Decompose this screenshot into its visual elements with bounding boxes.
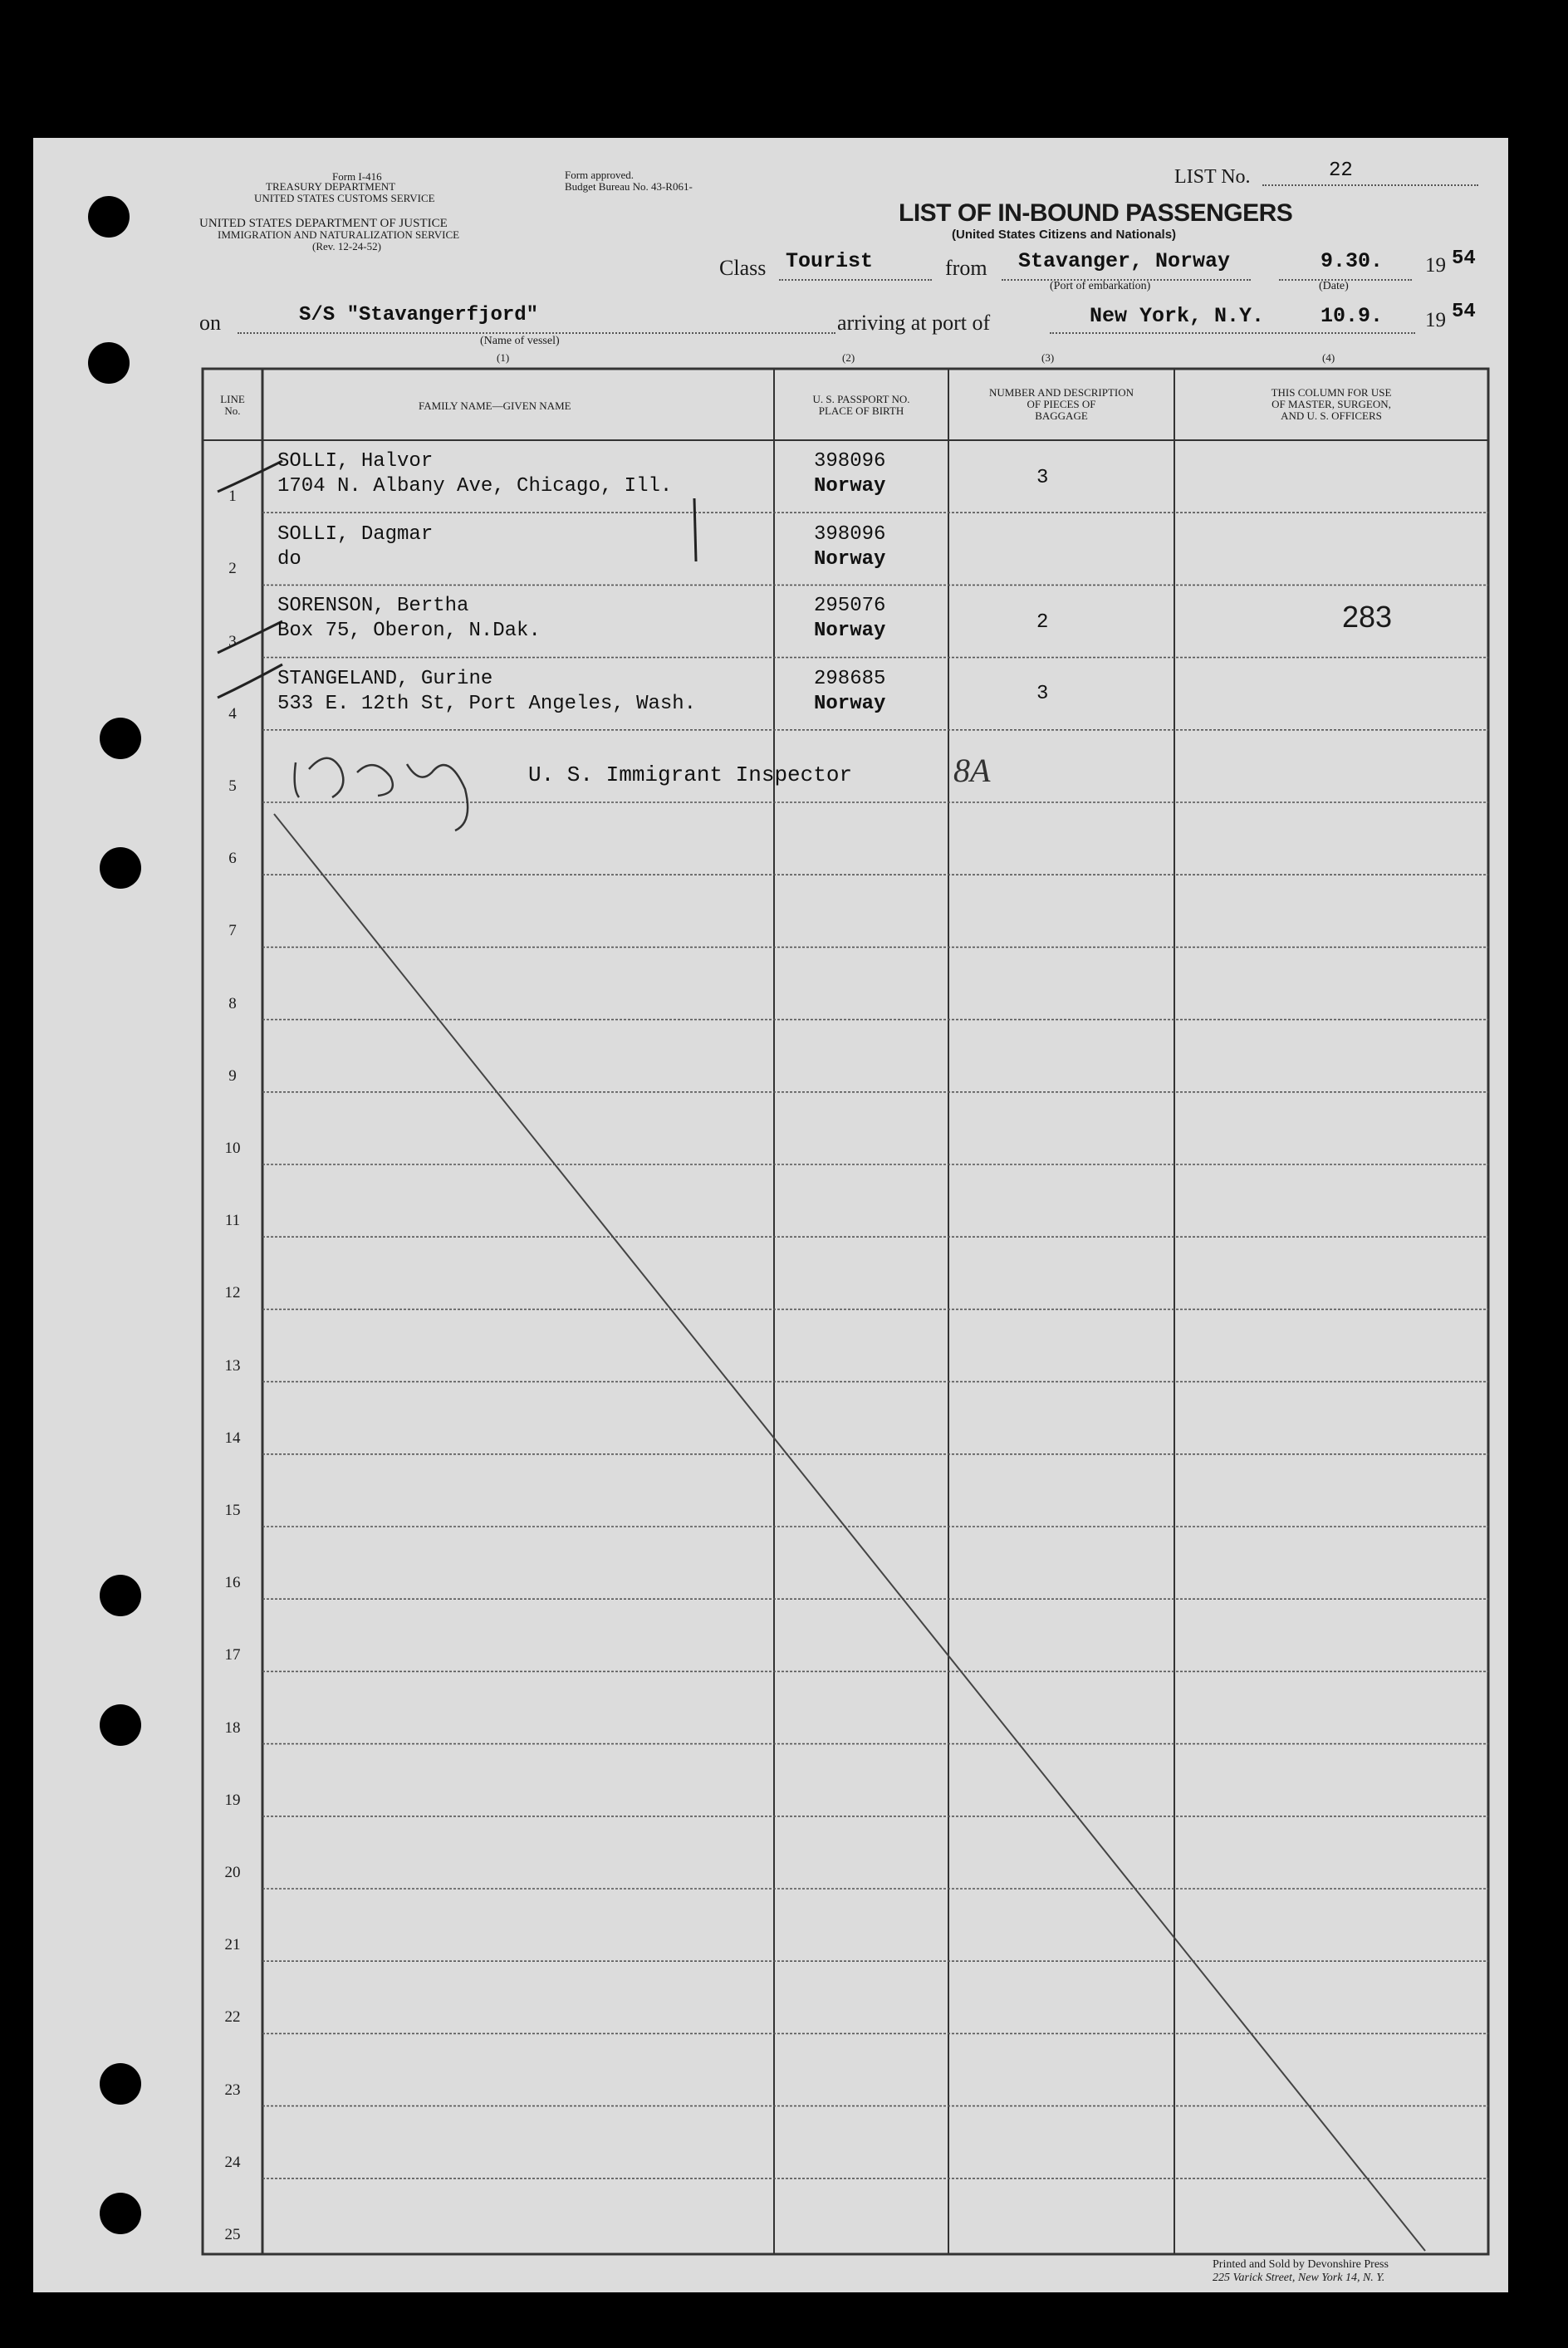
- line-number: 20: [224, 1864, 241, 1881]
- arrival-port: New York, N.Y.: [1090, 304, 1265, 328]
- vessel-name: S/S "Stavangerfjord": [299, 304, 539, 326]
- place-of-birth: Norway: [814, 548, 886, 571]
- binder-hole: [88, 342, 130, 384]
- binder-hole: [100, 1704, 141, 1746]
- line-number: 1: [228, 488, 237, 506]
- list-no-label: LIST No.: [1174, 166, 1251, 188]
- revision-label: (Rev. 12-24-52): [312, 240, 381, 252]
- binder-hole: [100, 1575, 141, 1616]
- passport-number: 398096: [814, 523, 886, 546]
- column-number-4: (4): [1322, 351, 1335, 364]
- line-number: 24: [224, 2153, 241, 2171]
- col-header-line-no: LINE No.: [220, 393, 245, 417]
- passenger-name: SOLLI, Dagmar: [277, 523, 434, 546]
- place-of-birth: Norway: [814, 620, 886, 642]
- line-number: 8: [228, 994, 237, 1012]
- column-number-1: (1): [497, 351, 510, 364]
- line-number: 13: [224, 1356, 241, 1375]
- arrival-year-prefix: 19: [1425, 309, 1446, 331]
- col-header-name: FAMILY NAME—GIVEN NAME: [419, 400, 571, 412]
- passenger-address: 1704 N. Albany Ave, Chicago, Ill.: [277, 475, 673, 498]
- place-of-birth: Norway: [814, 693, 886, 715]
- treasury-label: TREASURY DEPARTMENT: [266, 180, 396, 193]
- budget-bureau: Budget Bureau No. 43-R061-: [565, 180, 693, 193]
- binder-hole: [100, 847, 141, 889]
- port-embarkation-caption: (Port of embarkation): [1050, 280, 1151, 292]
- departure-year-prefix: 19: [1425, 254, 1446, 277]
- line-number: 6: [228, 850, 237, 868]
- baggage-count: 2: [1036, 611, 1049, 634]
- passenger-name: SORENSON, Bertha: [277, 595, 469, 617]
- justice-label: UNITED STATES DEPARTMENT OF JUSTICE: [199, 217, 448, 230]
- departure-date: 9.30.: [1321, 249, 1384, 273]
- arriving-label: arriving at port of: [837, 311, 991, 335]
- passenger-address: do: [277, 548, 301, 571]
- line-number: 21: [224, 1936, 241, 1954]
- from-label: from: [945, 256, 987, 280]
- ins-label: IMMIGRATION AND NATURALIZATION SERVICE: [218, 228, 460, 241]
- baggage-count: 3: [1036, 467, 1049, 489]
- line-number: 23: [224, 2081, 241, 2099]
- form-approved: Form approved.: [565, 169, 635, 181]
- line-number: 15: [224, 1502, 241, 1519]
- passenger-name: STANGELAND, Gurine: [277, 668, 493, 690]
- col-header-officers: THIS COLUMN FOR USE OF MASTER, SURGEON, AND U. S. OFFICERS: [1271, 386, 1392, 422]
- passport-number: 295076: [814, 595, 886, 617]
- col-header-baggage: NUMBER AND DESCRIPTION OF PIECES OF BAGGAGE: [988, 386, 1134, 422]
- arrival-year: 54: [1452, 301, 1476, 323]
- line-number: 9: [228, 1066, 237, 1085]
- line-number: 7: [228, 922, 237, 940]
- line-number: 18: [224, 1718, 241, 1737]
- col-header-passport: U. S. PASSPORT NO. PLACE OF BIRTH: [812, 393, 910, 417]
- inspector-note: 8A: [953, 752, 991, 789]
- line-number: 14: [224, 1429, 241, 1447]
- passport-number: 298685: [814, 668, 886, 690]
- line-number: 3: [228, 632, 237, 650]
- binder-hole: [100, 2193, 141, 2234]
- vessel-caption: (Name of vessel): [480, 335, 560, 347]
- on-label: on: [199, 311, 221, 335]
- list-no-line: [1262, 184, 1478, 186]
- arrival-date: 10.9.: [1321, 304, 1384, 328]
- date-caption: (Date): [1319, 280, 1349, 292]
- from-value: Stavanger, Norway: [1018, 249, 1231, 273]
- line-number: 12: [224, 1284, 241, 1302]
- baggage-count: 3: [1036, 683, 1049, 705]
- page-title: LIST OF IN-BOUND PASSENGERS: [899, 199, 1293, 227]
- class-line: [779, 279, 932, 281]
- line-number: 22: [224, 2008, 241, 2027]
- printer-credit: Printed and Sold by Devonshire Press: [1213, 2258, 1389, 2271]
- passport-number: 398096: [814, 450, 886, 473]
- line-number: 16: [224, 1574, 241, 1592]
- column-number-2: (2): [842, 351, 855, 364]
- vessel-line: [238, 332, 835, 334]
- class-value: Tourist: [786, 249, 874, 273]
- class-label: Class: [719, 256, 767, 280]
- binder-hole: [88, 196, 130, 238]
- form-number: Form I-416: [332, 170, 382, 183]
- passenger-list-form: [33, 138, 1508, 2292]
- line-number: 4: [228, 704, 237, 723]
- page-subtitle: (United States Citizens and Nationals): [952, 228, 1177, 242]
- officer-note: 283: [1342, 600, 1393, 634]
- line-number: 2: [228, 560, 237, 578]
- line-number: 5: [228, 777, 237, 795]
- column-number-3: (3): [1041, 351, 1055, 364]
- line-number: 17: [224, 1646, 241, 1664]
- line-number: 25: [224, 2226, 241, 2243]
- passenger-address: 533 E. 12th St, Port Angeles, Wash.: [277, 693, 697, 715]
- line-number: 11: [224, 1212, 241, 1230]
- place-of-birth: Norway: [814, 475, 886, 498]
- customs-label: UNITED STATES CUSTOMS SERVICE: [254, 192, 435, 204]
- passenger-name: SOLLI, Halvor: [277, 450, 434, 473]
- inspector-title: U. S. Immigrant Inspector: [528, 762, 853, 787]
- departure-year: 54: [1452, 248, 1476, 270]
- binder-hole: [100, 2063, 141, 2105]
- printer-address: 225 Varick Street, New York 14, N. Y.: [1213, 2272, 1385, 2284]
- binder-hole: [100, 718, 141, 759]
- line-number: 10: [224, 1140, 241, 1157]
- passenger-address: Box 75, Oberon, N.Dak.: [277, 620, 541, 642]
- arrival-line: [1050, 332, 1415, 334]
- list-no-value: 22: [1329, 159, 1353, 182]
- line-number: 19: [224, 1791, 241, 1809]
